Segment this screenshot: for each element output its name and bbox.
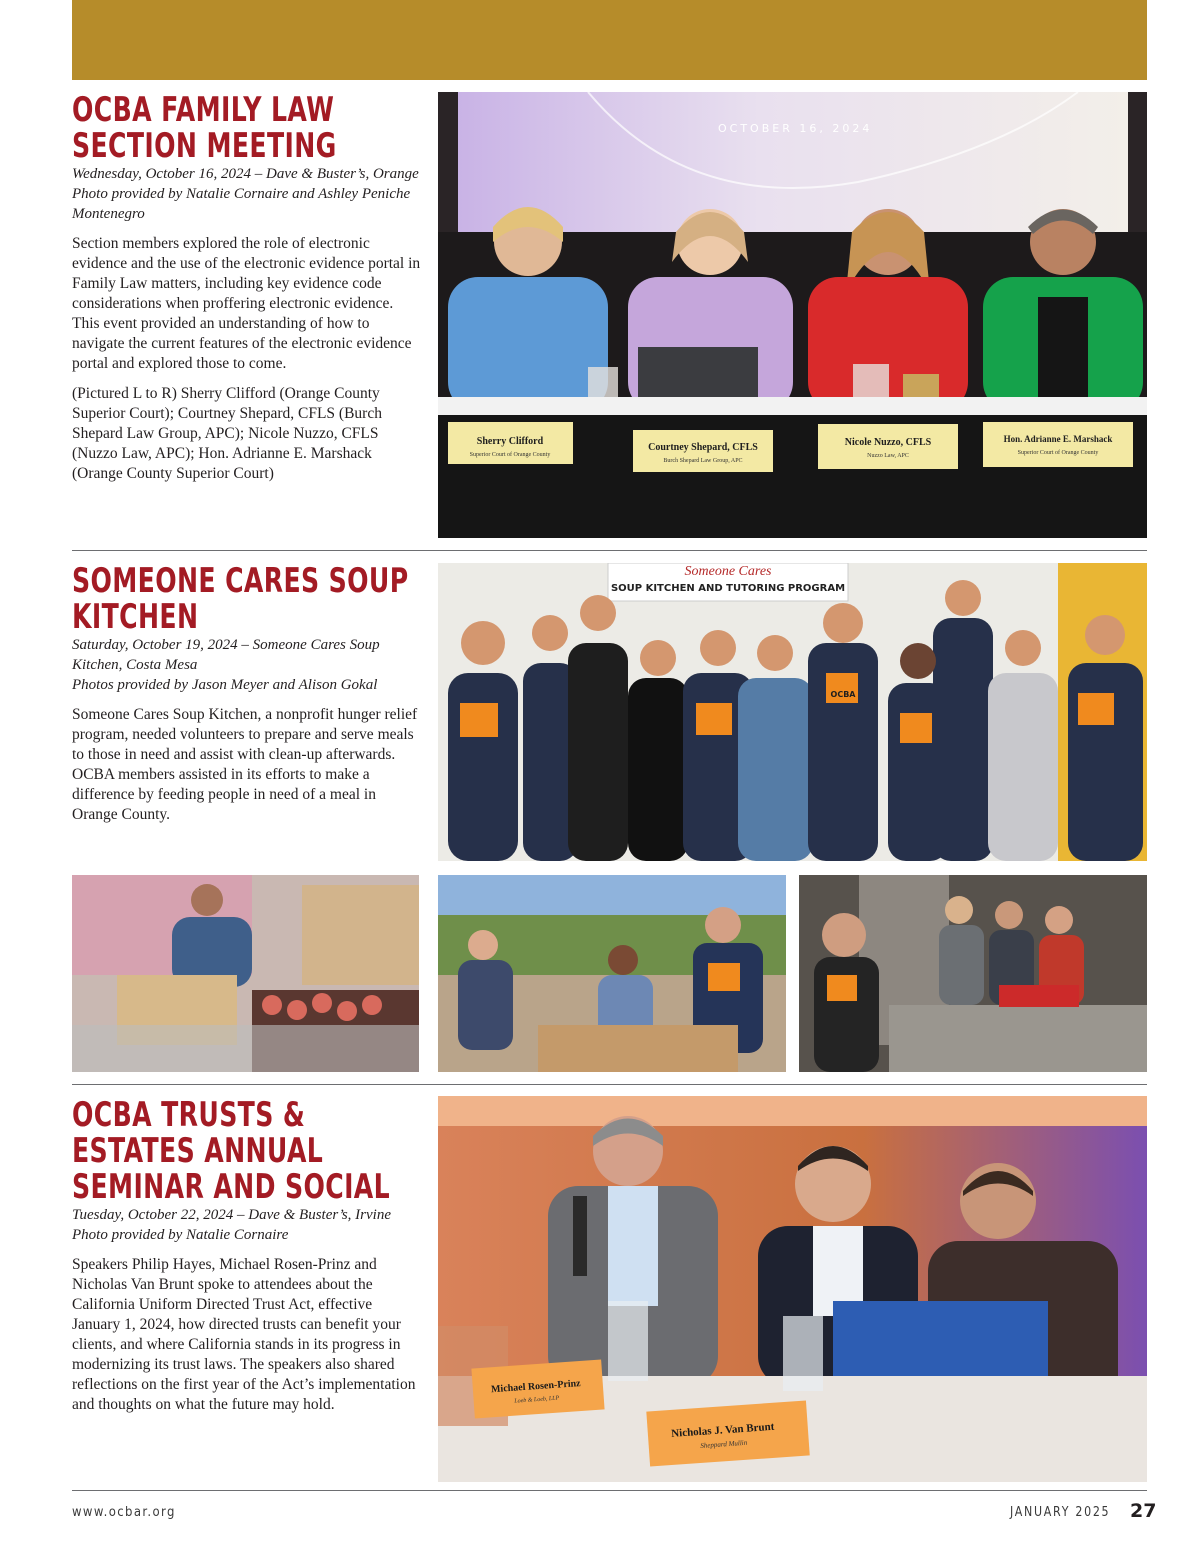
produce-volunteer-photo: [72, 875, 419, 1072]
placard-van-brunt: [646, 1400, 809, 1466]
placard-2: [633, 430, 773, 472]
page-number: 27: [1130, 1500, 1157, 1522]
event-date-location: Tuesday, October 22, 2024 – Dave & Buster’s, Irvine: [72, 1207, 391, 1223]
photo-credit: Photo provided by Natalie Cornaire: [72, 1227, 289, 1243]
placard-3: [818, 424, 958, 469]
svg-text:Michael Rosen-Prinz: Michael Rosen-Prinz: [490, 1378, 581, 1396]
photo-caption: (Pictured L to R) Sherry Clifford (Orange County Superior Court); Courtney Shepard, CFLS (Burch Shepard Law Group, APC); Nicole Nuzzo, CFLS (Nuzzo Law, APC); Hon. Adrianne E. Marshack (Orange County Superior Court): [72, 385, 382, 482]
svg-text:Courtney Shepard, CFLS: Courtney Shepard, CFLS: [648, 442, 758, 453]
section-text: [72, 92, 422, 484]
section-description: Section members explored the role of electronic evidence and the use of the electronic evidence portal in Family Law matters, including key evidence code considerations when proffering electronic evidence. This event provided an understanding of how to navigate the current features of the electronic evidence portal and explored those to come.: [72, 235, 421, 372]
event-date-location: Saturday, October 19, 2024 – Someone Cares Soup Kitchen, Costa Mesa: [72, 637, 380, 673]
section-title: OCBA TRUSTS & ESTATES ANNUAL SEMINAR AND SOCIAL: [72, 1095, 391, 1207]
svg-text:Nicole Nuzzo, CFLS: Nicole Nuzzo, CFLS: [844, 437, 932, 448]
section-text: [72, 563, 422, 825]
placard-rosen-prinz: [471, 1360, 604, 1419]
shirt-logo: OCBA: [830, 690, 856, 699]
svg-text:Burch Shepard Law Group, APC: Burch Shepard Law Group, APC: [663, 458, 743, 464]
placard-4: [983, 422, 1133, 467]
photo-credit: Photos provided by Jason Meyer and Alison Gokal: [72, 677, 378, 693]
kitchen-serving-photo: [799, 875, 1147, 1072]
svg-text:Sherry Clifford: Sherry Clifford: [476, 436, 544, 447]
soup-kitchen-group-photo: [438, 563, 1147, 861]
section-description: Someone Cares Soup Kitchen, a nonprofit hunger relief program, needed volunteers to prepare and serve meals to those in need and assist with clean-up afterwards. OCBA members assisted in its efforts to make a difference by feeding people in need of a meal in Orange County.: [72, 706, 418, 823]
trusts-seminar-photo: [438, 1096, 1147, 1482]
section-title: OCBA FAMILY LAW SECTION MEETING: [72, 90, 337, 166]
section-title: SOMEONE CARES SOUP KITCHEN: [72, 561, 409, 637]
family-law-panel-photo: [438, 92, 1147, 538]
section-divider: [72, 550, 1147, 551]
svg-text:Sheppard Mullin: Sheppard Mullin: [700, 1438, 748, 1450]
event-date-location: Wednesday, October 16, 2024 – Dave & Buster’s, Orange: [72, 166, 419, 182]
section-divider: [72, 1084, 1147, 1085]
svg-text:Nuzzo Law, APC: Nuzzo Law, APC: [867, 453, 909, 459]
footer-rule: [72, 1490, 1147, 1491]
sign-title: Someone Cares: [684, 564, 772, 579]
section-text: [72, 1097, 422, 1415]
footer-issue-date: JANUARY 2025: [1010, 1505, 1111, 1520]
clothing-sorting-photo: [438, 875, 786, 1072]
section-description: Speakers Philip Hayes, Michael Rosen-Prinz and Nicholas Van Brunt spoke to attendees about the California Uniform Directed Trust Act, effective January 1, 2024, how directed trusts can benefit your clients, and where California stands in its progress in modernizing its trust laws. The speakers also shared reflections on the first year of the Act’s implementation and thoughts on what the future may hold.: [72, 1256, 416, 1413]
svg-text:Superior Court of Orange Count: Superior Court of Orange County: [469, 452, 551, 458]
header-gold-bar: [72, 0, 1147, 80]
placard-1: [448, 422, 573, 464]
photo-credit: Photo provided by Natalie Cornaire and Ashley Peniche Montenegro: [72, 186, 411, 222]
svg-text:Loeb & Loeb, LLP: Loeb & Loeb, LLP: [514, 1395, 560, 1405]
screen-date-text: OCTOBER 16, 2024: [718, 122, 873, 135]
svg-text:Nicholas J. Van Brunt: Nicholas J. Van Brunt: [670, 1420, 775, 1440]
svg-text:Hon. Adrianne E. Marshack: Hon. Adrianne E. Marshack: [1003, 434, 1113, 444]
svg-text:Superior Court of Orange Count: Superior Court of Orange County: [1017, 450, 1099, 456]
sign-subtitle: SOUP KITCHEN AND TUTORING PROGRAM: [610, 583, 846, 594]
footer-website[interactable]: www.ocbar.org: [72, 1505, 176, 1520]
